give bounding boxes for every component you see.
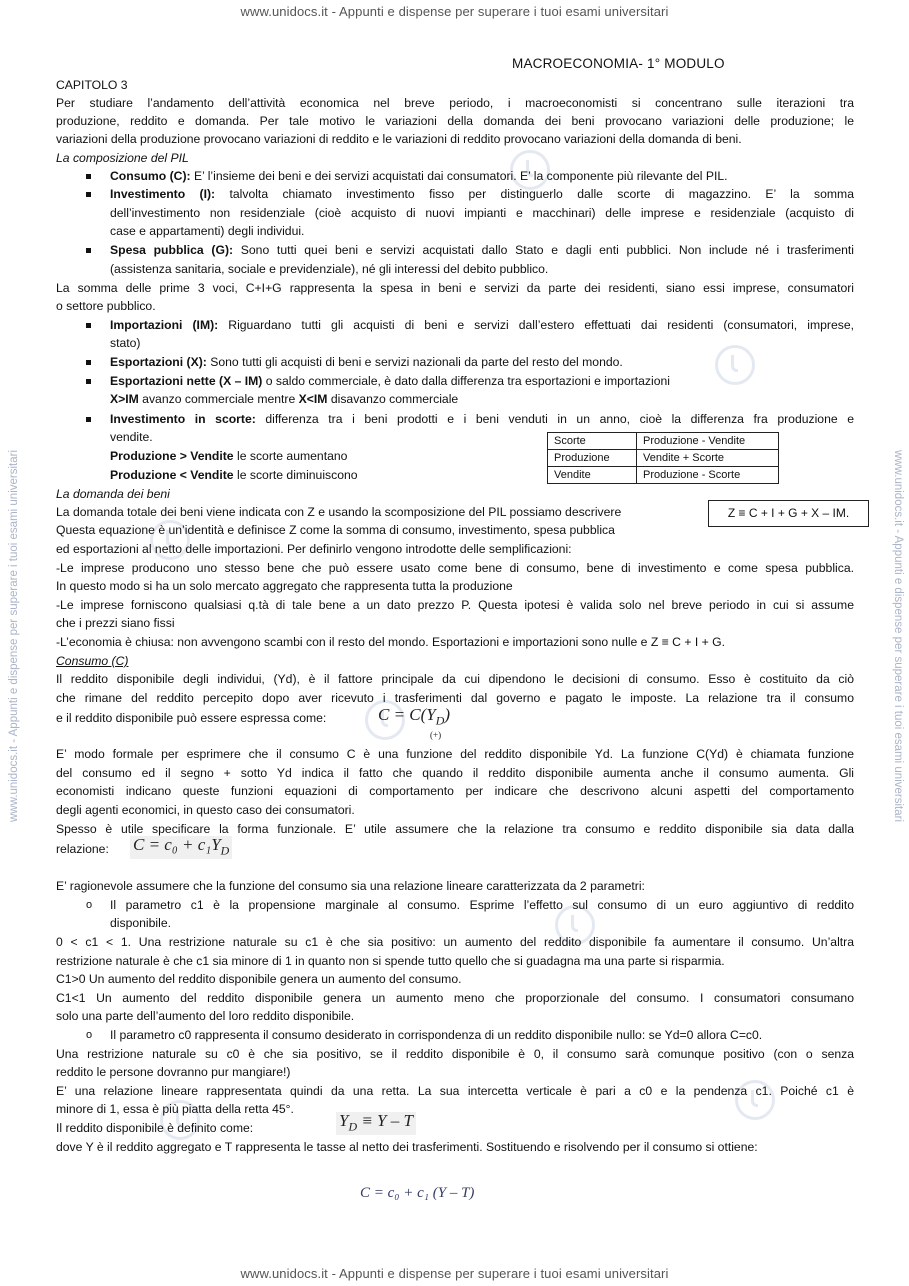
table-cell: Produzione [548,450,637,467]
watermark-banner-top: www.unidocs.it - Appunti e dispense per superare i tuoi esami universitari [240,4,669,19]
bullet-icon [86,417,91,422]
yd-label: Il reddito disponibile è definito come: [56,1121,254,1135]
bullet-icon [86,192,91,197]
c1-line: 0 < c1 < 1. Una restrizione naturale su c1 è che sia positivo: un aumento del reddito disponibile fa aumentare il consumo. Un’altra [56,935,854,949]
list-item-cont: disponibile. [110,916,171,930]
list-item: Il parametro c1 è la propensione marginale al consumo. Esprime l’effetto sul consumo di un euro aggiuntivo di reddito [110,898,854,912]
list-item-cont: case e appartamenti) degli individui. [110,224,305,238]
list-item-cont: dell’investimento non residenziale (cioè acquisto di nuovi impianti e macchinari) delle imprese e residenziale (acquisto di [110,206,854,220]
c1-line: solo una parte dell’aumento del loro reddito disponibile. [56,1009,355,1023]
domanda-line: ed esportazioni al netto delle importazioni. Per definirlo vengono introdotte delle semplificazioni: [56,542,572,556]
table-cell: Vendite + Scorte [637,450,779,467]
table-row [548,467,779,484]
list-item: Esportazioni (X): Sono tutti gli acquisti di beni e servizi nazionali da parte del resto del mondo. [110,355,623,369]
scorte-up: Produzione > Vendite le scorte aumentano [110,449,348,463]
z-identity-box: Z ≡ C + I + G + X – IM. [708,500,869,527]
consumo-line: e il reddito disponibile può essere espressa come: [56,711,327,725]
table-row [548,450,779,467]
table-cell: Produzione - Scorte [637,467,779,484]
bullet-icon [86,360,91,365]
formula-final: C = c₀ + c₁ (Y – T) [360,1185,475,1201]
table-cell: Produzione - Vendite [637,433,779,450]
funzione-line: E’ modo formale per esprimere che il consumo C è una funzione del reddito disponibile Yd. La funzione C(Yd) è chiamata funzione [56,747,854,761]
saldo-line: X>IM avanzo commerciale mentre X<IM disavanzo commerciale [110,392,459,406]
consumo-line: che rimane del reddito percepito dopo aver ricevuto i trasferimenti dal governo e pagato le imposte. La relazione tra il consumo [56,691,854,705]
consumo-line: Il reddito disponibile degli individui, (Yd), è il fattore principale da cui dipendono le decisioni di consumo. Esso è costituito da ciò [56,672,854,686]
somma-line: o settore pubblico. [56,299,156,313]
formula-linear: $C = c_0 + c_1Y_D$ [130,836,232,859]
list-item: Investimento in scorte: differenza tra i beni prodotti e i beni venduti in un anno, cioè la differenza fra produzione e [110,412,854,426]
section-heading-consumo: Consumo (C) [56,654,129,668]
watermark-side-right: www.unidocs.it - Appunti e dispense per superare i tuoi esami universitari [892,449,904,823]
c0-line: Una restrizione naturale su c0 è che sia positivo, se il reddito disponibile è 0, il consumo sarà comunque positivo (con o senza [56,1047,854,1061]
list-item: Esportazioni nette (X – IM) o saldo commerciale, è dato dalla differenza tra esportazioni e importazioni [110,374,670,388]
funzione-line: Spesso è utile specificare la forma funzionale. E’ utile assumere che la relazione tra consumo e reddito disponibile sia data dalla [56,822,854,836]
domanda-line: -L’economia è chiusa: non avvengono scambi con il resto del mondo. Esportazioni e importazioni sono nulle e Z ≡ C + I + G. [56,635,725,649]
c0-line: E’ una relazione lineare rappresentata quindi da una retta. La sua intercetta verticale è pari a c0 e la pendenza c1. Poiché c1 è [56,1084,854,1098]
domanda-line: -Le imprese producono uno stesso bene che può essere usato come bene di consumo, bene di investimento e come spesa pubblica. [56,561,854,575]
dove-line: dove Y è il reddito aggregato e T rappresenta le tasse al netto dei trasferimenti. Sostituendo e risolvendo per il consumo si ottiene: [56,1140,758,1154]
bullet-icon [86,323,91,328]
table-cell: Vendite [548,467,637,484]
formula-sign: (+) [430,730,442,740]
chapter-heading: CAPITOLO 3 [56,78,128,92]
intro-line: Per studiare l’andamento dell’attività economica nel breve periodo, i macroeconomisti si concentrano sulle iterazioni tra [56,96,854,110]
watermark-logo-icon [715,345,755,385]
somma-line: La somma delle prime 3 voci, C+I+G rappresenta la spesa in beni e servizi da parte dei residenti, siano essi imprese, consumatori [56,281,854,295]
watermark-side-left: www.unidocs.it - Appunti e dispense per superare i tuoi esami universitari [8,449,20,823]
bullet-icon [86,248,91,253]
c0-line: minore di 1, essa è più piatta della retta 45°. [56,1102,294,1116]
domanda-line: La domanda totale dei beni viene indicata con Z e usando la scomposizione del PIL possiamo descrivere [56,505,622,519]
domanda-line: che i prezzi siano fissi [56,616,175,630]
intro-line: produzione, reddito e domanda. Per tale motivo le variazioni della domanda dei beni provocano variazioni delle produzione; le [56,114,854,128]
formula-c-yd: $C = C(Y_D)$ [378,705,451,728]
bullet-circle-icon: o [86,899,93,911]
watermark-banner-bottom: www.unidocs.it - Appunti e dispense per superare i tuoi esami universitari [240,1266,669,1281]
c0-line: reddito le persone dovranno pur mangiare!) [56,1065,291,1079]
formula-yd: $Y_D \equiv Y - T$ [336,1112,416,1135]
funzione-line: relazione: [56,842,109,856]
table-cell: Scorte [548,433,637,450]
list-item: Spesa pubblica (G): Sono tutti quei beni e servizi acquistati dallo Stato e dagli enti pubblici. Non include né i trasferimenti [110,243,854,257]
intro-line: variazioni della produzione provocano variazioni di reddito e le variazioni di reddito provocano variazioni della domanda di beni. [56,132,742,146]
c1-line: C1<1 Un aumento del reddito disponibile genera un aumento meno che proporzionale del consumo. I consumatori consumano [56,991,854,1005]
funzione-line: economisti indicano queste funzioni equazioni di comportamento per indicare che descrivono alcuni aspetti del comportamento [56,784,854,798]
funzione-line: degli agenti economici, in questo caso dei consumatori. [56,803,355,817]
list-item: Consumo (C): E’ l’insieme dei beni e dei servizi acquistati dai consumatori. E’ la componente più rilevante del PIL. [110,169,728,183]
page-title: MACROECONOMIA- 1° MODULO [512,56,725,71]
bullet-icon [86,379,91,384]
list-item-cont: vendite. [110,430,153,444]
c1-line: C1>0 Un aumento del reddito disponibile genera un aumento del consumo. [56,972,462,986]
table-row [548,433,779,450]
bullet-circle-icon: o [86,1029,93,1041]
list-item: Importazioni (IM): Riguardano tutti gli acquisti di beni e servizi dall’estero effettuati dai residenti (consumatori, imprese, [110,318,854,332]
bullet-icon [86,174,91,179]
list-item-cont: (assistenza sanitaria, sociale e previdenziale), né gli interessi del debito pubblico. [110,262,549,276]
section-heading-domanda: La domanda dei beni [56,487,170,501]
list-item: Il parametro c0 rappresenta il consumo desiderato in corrispondenza di un reddito disponibile nullo: se Yd=0 allora C=c0. [110,1028,763,1042]
list-item-cont: stato) [110,336,141,350]
scorte-down: Produzione < Vendite le scorte diminuiscono [110,468,358,482]
list-item: Investimento (I): talvolta chiamato investimento fisso per distinguerlo dalle scorte di magazzino. E’ la somma [110,187,854,201]
funzione-line: del consumo ed il segno + sotto Yd indica il fatto che quando il reddito disponibile aumenta anche il consumo aumenta. Gli [56,766,854,780]
c1-line: restrizione naturale è che c1 sia minore di 1 in quanto non si spende tutto quello che si guadagna ma una parte si risparmia. [56,954,725,968]
section-heading-pil: La composizione del PIL [56,151,189,165]
domanda-line: In questo modo si ha un solo mercato aggregato che rappresenta tutta la produzione [56,579,513,593]
lineare-line: E’ ragionevole assumere che la funzione del consumo sia una relazione lineare caratterizzata da 2 parametri: [56,879,645,893]
domanda-line: Questa equazione è un’identità e definisce Z come la somma di consumo, investimento, spesa pubblica [56,523,615,537]
domanda-line: -Le imprese forniscono qualsiasi q.tà di tale bene a un dato prezzo P. Questa ipotesi è valida solo nel breve periodo in cui si assume [56,598,854,612]
scorte-table [547,432,779,484]
